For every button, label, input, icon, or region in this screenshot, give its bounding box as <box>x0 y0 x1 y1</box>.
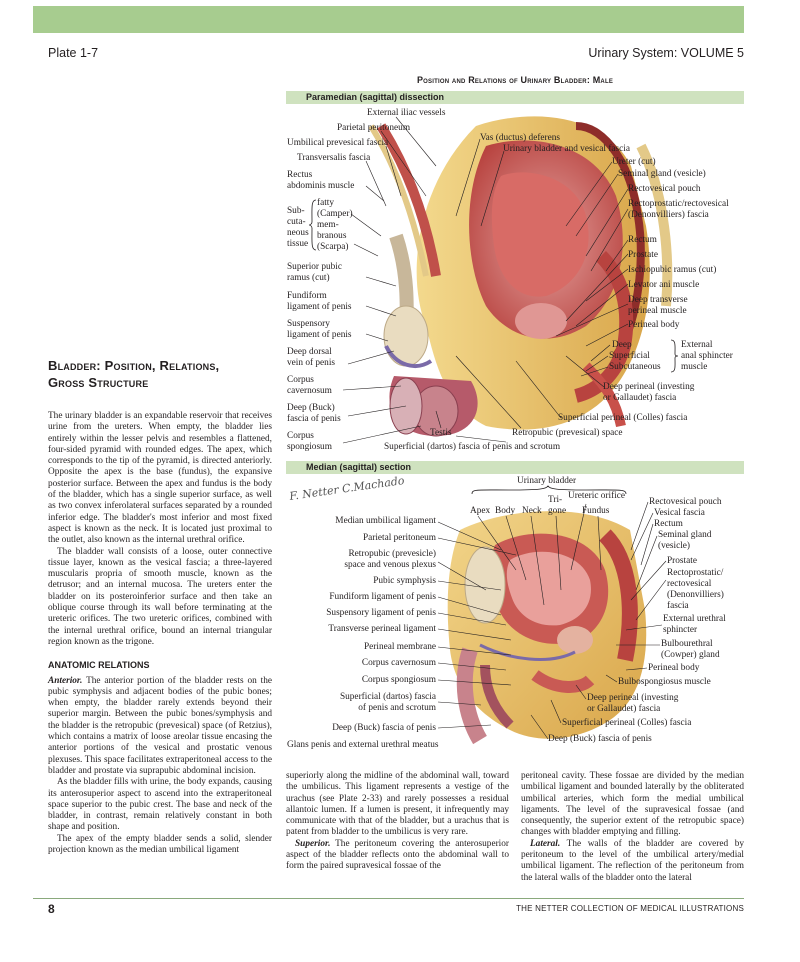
label-prostate: Prostate <box>628 250 658 260</box>
label-transversalis: Transversalis fascia <box>297 153 371 163</box>
label-ext-iliac: External iliac vessels <box>367 108 446 118</box>
label-corpus-cav-2: Corpus cavernosum <box>361 658 436 668</box>
label-retropubic: Retropubic (prevesical) space <box>512 428 623 438</box>
label-external-anal-2: anal sphincter <box>681 351 733 361</box>
label-corpus-spong-1: Corpus <box>287 431 314 441</box>
label-deep-perineal-2: or Gallaudet) fascia <box>603 393 677 403</box>
label-mem-3: (Scarpa) <box>317 242 349 252</box>
label-corpus-cav-2: cavernosum <box>287 386 332 396</box>
label-ext-urethral-1: External urethral <box>663 614 726 624</box>
article-column-right <box>521 771 744 884</box>
collection-title: THE NETTER COLLECTION OF MEDICAL ILLUSTRATIONS <box>516 904 744 913</box>
paragraph-8: peritoneal cavity. These fossae are divided by the median umbilical ligament and bounded laterally by the obliterated umbilical arteries, which form the medial umbilical ligaments. The level of the supravesical fossae (and consequently, the superior extent of the retropubic space) changes with bladder emptying and filling. <box>521 771 744 838</box>
label-retropubic-1: Retropubic (prevesicle) <box>348 549 436 559</box>
label-fundiform-2: ligament of penis <box>287 302 352 312</box>
label-fatty-1: fatty <box>317 198 335 208</box>
label-sup-pubic-2: ramus (cut) <box>287 273 330 283</box>
paragraph-9-lead: Lateral. <box>530 838 561 849</box>
label-deep-buck-2: Deep (Buck) fascia of penis <box>332 723 436 733</box>
label-neck: Neck <box>522 506 542 516</box>
section-band-highlight: Paramedian <box>306 92 358 102</box>
label-bulbourethral-2: (Cowper) gland <box>661 650 720 660</box>
label-deep-perineal-1: Deep perineal (investing <box>603 382 695 392</box>
label-ureteric-orifice: Ureteric orifice <box>568 491 626 501</box>
label-pariet-perit-2: Parietal peritoneum <box>362 533 436 543</box>
paragraph-9-body: The walls of the bladder are covered by peritoneum to the level of the umbilical artery/medial umbilical ligament. The reflection of the peritoneum from the lateral walls of the bladder onto the lateral <box>521 838 744 883</box>
label-urinary-vesical: Urinary bladder and vesical fascia <box>503 144 630 154</box>
artist-signature: F. Netter C.Machado <box>288 474 406 504</box>
label-sub-2: cuta- <box>287 217 306 227</box>
label-rectoprost-2b: rectovesical <box>667 579 712 589</box>
section-band-rest: (sagittal) section <box>337 462 412 472</box>
median-leader-lines <box>286 490 744 755</box>
label-seminal-2a: Seminal gland <box>658 530 712 540</box>
label-seminal: Seminal gland (vesicle) <box>618 169 706 179</box>
subheading-anatomic-relations: ANATOMIC RELATIONS <box>48 660 150 671</box>
paragraph-1: The urinary bladder is an expandable reservoir that receives urine from the ureters. When empty, the bladder lies entirely within the lesser pelvis and resembles a flattened, four-sided pyramid with rounded edges. The apex, which corresponds to the tip of the pyramid, is directed anteriorly. Opposite the apex is the base (fundus), the expansive posterior surface. Between the apex and fundus is the body of the bladder, which has a single superior surface, as well as two convex inferolateral surfaces separated by a rounded inferior edge. The bladder's most inferior and most fixed aspect is known as the neck. It is located just proximal to the outlet, also known as the internal urethral orifice. <box>48 411 272 546</box>
paragraph-3-body: The anterior portion of the bladder rests on the pubic symphysis and adjacent bodies of the pubic bones; when empty, the bladder rarely extends beyond their superior margin. Between the pubic bones/symphysis and the bladder is the retropubic (prevesical) space (of Retzius), which contains a matrix of loose areolar tissue encasing the anterior portions of the vesical and prostatic venous plexuses. This space facilitates extraperitoneal access to the bladder and prostate via suprapubic abdominal incision. <box>48 675 272 776</box>
label-levator: Levator ani muscle <box>628 280 700 290</box>
label-superficial-colles: Superficial perineal (Colles) fascia <box>558 413 688 423</box>
label-prostate-2: Prostate <box>667 556 697 566</box>
paragraph-7-body: The peritoneum covering the anterosuperior aspect of the bladder reflects onto the abdominal wall to form the paired supravesical fossae of the <box>286 838 509 872</box>
label-trigone-2: gone <box>548 506 567 516</box>
label-perineal-body: Perineal body <box>628 320 680 330</box>
paragraph-7 <box>286 839 509 873</box>
page-number: 8 <box>48 902 55 916</box>
paragraph-9 <box>521 839 744 884</box>
paragraph-2: The bladder wall consists of a loose, outer connective tissue layer, known as the vesical fascia; a three-layered muscularis propria of smooth muscle, known as the detrusor; and an internal mucosa. The ureters enter the bladder on its posteroinferior surface and then take an oblique course through its wall before terminating at the ureteric orifices. The two ureteric orifices, combined with the internal urethral orifice, bound an internal triangular region known as the trigone. <box>48 546 272 647</box>
heading-line-2: Gross Structure <box>48 375 149 390</box>
figure-title: Position and Relations of Urinary Bladder: Male <box>416 75 614 85</box>
label-rectus-2: abdominis muscle <box>287 181 355 191</box>
label-superficial-colles-2: Superficial perineal (Colles) fascia <box>562 718 692 728</box>
label-rectoprost-2c: (Denonvilliers) <box>667 590 724 600</box>
article-column-left <box>48 411 272 856</box>
label-perineal-body-2: Perineal body <box>648 663 700 673</box>
heading-line-1: Bladder: Position, Relations, <box>48 358 220 373</box>
label-dartos: Superficial (dartos) fascia of penis and scrotum <box>384 442 561 452</box>
label-corpus-cav-1: Corpus <box>287 375 314 385</box>
label-deep-perineal-2b: or Gallaudet) fascia <box>587 704 661 714</box>
label-deep-transverse-1: Deep transverse <box>628 295 688 305</box>
label-anal-superficial: Superficial <box>609 351 650 361</box>
article-column-middle <box>286 771 509 873</box>
label-median-umb: Median umbilical ligament <box>335 516 436 526</box>
label-bulbourethral-1: Bulbourethral <box>661 639 713 649</box>
paragraph-3-lead: Anterior. <box>48 675 83 686</box>
label-rectum-2: Rectum <box>654 519 683 529</box>
label-dartos-2a: Superficial (dartos) fascia <box>339 692 436 702</box>
label-ext-urethral-2: sphincter <box>663 625 698 635</box>
label-fundiform-2: Fundiform ligament of penis <box>329 592 436 602</box>
section-band-highlight: Median <box>306 462 338 472</box>
label-pariet-perit: Parietal peritoneum <box>337 123 411 133</box>
paragraph-5: The apex of the empty bladder sends a solid, slender projection known as the median umbilical ligament <box>48 833 272 855</box>
label-dartos-2b: of penis and scrotum <box>358 703 436 713</box>
label-sup-pubic-1: Superior pubic <box>287 262 342 272</box>
label-testis: Testis <box>430 428 452 438</box>
label-deep-dorsal-2: vein of penis <box>287 358 336 368</box>
label-rectoprostatic-2: (Denonvilliers) fascia <box>628 210 709 220</box>
label-bulbospong: Bulbospongiosus muscle <box>618 677 711 687</box>
label-apex: Apex <box>470 506 491 516</box>
label-retropubic-2: space and venous plexus <box>344 560 436 570</box>
label-ischiopubic: Ischiopubic ramus (cut) <box>628 265 717 275</box>
label-fundus: Fundus <box>582 506 610 516</box>
label-deep-buck-right: Deep (Buck) fascia of penis <box>548 734 652 744</box>
label-suspensory-2: ligament of penis <box>287 330 352 340</box>
label-seminal-2b: (vesicle) <box>658 541 691 551</box>
label-umb-prevesical: Umbilical prevesical fascia <box>287 138 389 148</box>
footer-rule <box>33 898 744 899</box>
label-deep-perineal-2a: Deep perineal (investing <box>587 693 679 703</box>
label-corpus-spong-2: spongiosum <box>287 442 332 452</box>
label-external-anal-3: muscle <box>681 362 708 372</box>
label-ureter: Ureter (cut) <box>612 157 656 167</box>
label-mem-2: branous <box>317 231 347 241</box>
label-suspensory-2: Suspensory ligament of penis <box>326 608 436 618</box>
label-rectoprost-2a: Rectoprostatic/ <box>667 568 724 578</box>
paragraph-4: As the bladder fills with urine, the body expands, causing its anterosuperior aspect to ascend into the extraperitoneal space superior to the pubic crest. The base and neck of the bladder, in contrast, remain relatively constant in both shape and position. <box>48 777 272 833</box>
label-deep-dorsal-1: Deep dorsal <box>287 347 332 357</box>
label-rectus-1: Rectus <box>287 170 313 180</box>
volume-title: Urinary System: VOLUME 5 <box>588 46 744 60</box>
label-mem-1: mem- <box>317 220 339 230</box>
paragraph-6: superiorly along the midline of the abdominal wall, toward the umbilicus. This ligament represents a vestige of the urachus (see Plate 2-33) and rarely possesses a residual allantoic lumen. If a lumen is present, it infrequently may communicate with that of the bladder, but a urachus that is patent from bladder to the umbilicus is very rare. <box>286 771 509 838</box>
section-band-median <box>286 461 744 474</box>
paragraph-3 <box>48 676 272 778</box>
label-corpus-spong-2: Corpus spongiosum <box>361 675 436 685</box>
paragraph-7-lead: Superior. <box>295 838 331 849</box>
label-fatty-2: (Camper) <box>317 209 353 219</box>
label-anal-deep: Deep <box>612 340 632 350</box>
label-external-anal-1: External <box>681 340 713 350</box>
label-urinary-bladder: Urinary bladder <box>517 476 577 486</box>
label-deep-buck-2: fascia of penis <box>287 414 341 424</box>
label-deep-buck-1: Deep (Buck) <box>287 403 335 413</box>
label-perineal-membrane: Perineal membrane <box>363 642 436 652</box>
article-heading <box>48 357 280 391</box>
label-sub-4: tissue <box>287 239 309 249</box>
label-trigone-1: Tri- <box>548 495 563 505</box>
top-color-band <box>33 6 744 33</box>
label-sub-1: Sub- <box>287 206 305 216</box>
label-rectoprost-2d: fascia <box>667 601 689 611</box>
label-transverse-per: Transverse perineal ligament <box>328 624 436 634</box>
label-glans: Glans penis and external urethral meatus <box>287 740 439 750</box>
label-suspensory-1: Suspensory <box>287 319 330 329</box>
label-vesical-fascia: Vesical fascia <box>654 508 705 518</box>
label-fundiform-1: Fundiform <box>287 291 327 301</box>
plate-number: Plate 1-7 <box>48 46 99 60</box>
label-vas: Vas (ductus) deferens <box>480 133 561 143</box>
label-rectovesical: Rectovesical pouch <box>628 184 701 194</box>
label-sub-3: neous <box>287 228 309 238</box>
label-rectoprostatic-1: Rectoprostatic/rectovesical <box>628 199 729 209</box>
section-band-rest: (sagittal) dissection <box>357 92 445 102</box>
label-body: Body <box>495 506 516 516</box>
paramedian-leader-lines <box>286 106 744 458</box>
label-rectovesical-2: Rectovesical pouch <box>649 497 722 507</box>
section-band-paramedian <box>286 91 744 104</box>
label-deep-transverse-2: perineal muscle <box>628 306 687 316</box>
label-pubic-symph: Pubic symphysis <box>373 576 436 586</box>
label-anal-subcutaneous: Subcutaneous <box>609 362 661 372</box>
label-rectum: Rectum <box>628 235 657 245</box>
